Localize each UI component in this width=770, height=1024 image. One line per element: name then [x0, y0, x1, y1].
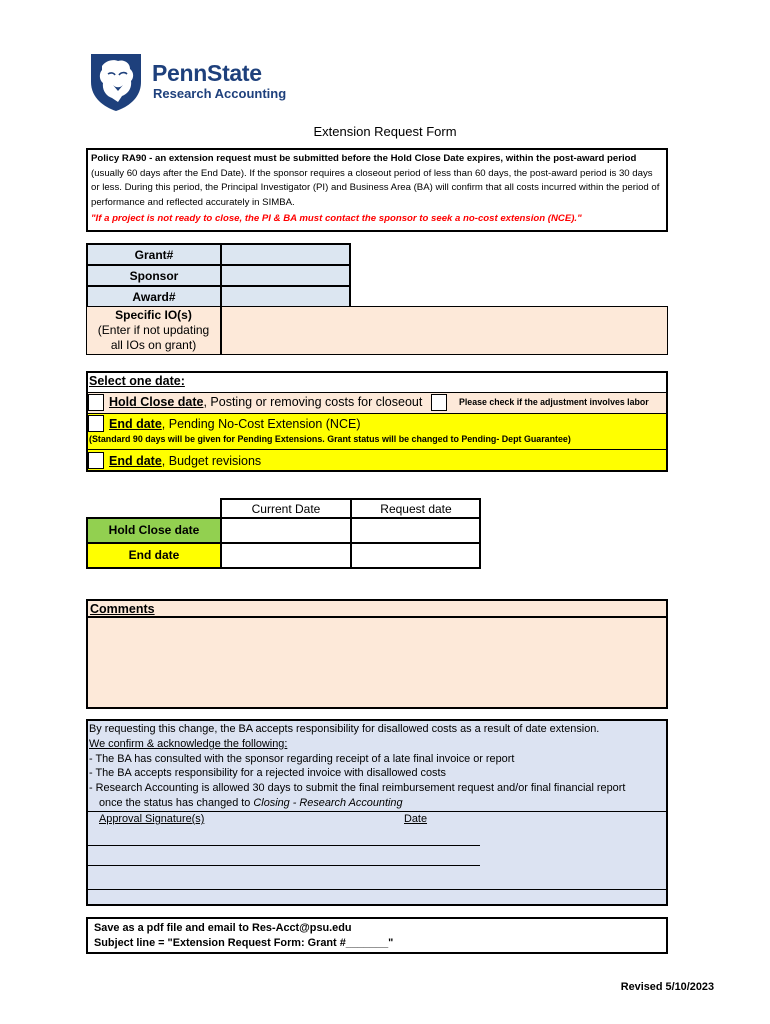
- policy-text: [91, 152, 663, 210]
- ack-line-1: By requesting this change, the BA accepts responsibility for disallowed costs as a result of date extension.: [89, 723, 600, 735]
- ack-item-2: - The BA accepts responsibility for a rejected invoice with disallowed costs: [89, 767, 446, 780]
- email-instructions-box: [86, 917, 668, 954]
- specific-ios-title: Specific IO(s): [115, 308, 192, 322]
- form-title: Extension Request Form: [313, 124, 457, 139]
- subject-line-instruction: Subject line = "Extension Request Form: Grant #_______": [94, 937, 394, 949]
- end-date-label: End date: [86, 542, 222, 569]
- labor-checkbox-label: Please check if the adjustment involves labor: [459, 397, 649, 407]
- nce-checkbox[interactable]: [88, 415, 104, 432]
- hold-close-option-desc: , Posting or removing costs for closeout: [203, 395, 423, 409]
- ack-item-3: - Research Accounting is allowed 30 days to submit the final reimbursement request and/or final financial report: [89, 782, 626, 795]
- ack-item-3-status: Closing - Research Accounting: [253, 796, 403, 809]
- signature-line-1[interactable]: [88, 845, 480, 846]
- current-date-header: Current Date: [251, 502, 321, 516]
- hold-close-option-title: Hold Close date: [109, 395, 204, 409]
- email-instruction: Save as a pdf file and email to Res-Acct@psu.edu: [94, 922, 352, 934]
- select-date-heading: Select one date:: [89, 374, 185, 388]
- nittany-lion-shield-icon: [88, 52, 144, 112]
- ack-item-1: - The BA has consulted with the sponsor regarding receipt of a late final invoice or report: [89, 752, 515, 765]
- specific-ios-label: [86, 306, 221, 355]
- specific-ios-note-1: (Enter if not updating: [97, 323, 210, 337]
- request-date-header: Request date: [380, 502, 452, 516]
- nce-option-title: End date: [109, 417, 162, 431]
- ack-item-3-continued: [89, 796, 664, 811]
- specific-ios-input[interactable]: [221, 306, 668, 355]
- acknowledgement-text: [89, 722, 664, 811]
- end-current-date-input[interactable]: [220, 542, 352, 569]
- comments-textarea[interactable]: [86, 616, 668, 709]
- budget-checkbox[interactable]: [88, 452, 104, 469]
- hold-close-request-date-input[interactable]: [350, 517, 481, 544]
- grant-input[interactable]: [221, 244, 350, 265]
- ack-item-3-prefix: once the status has changed to: [99, 796, 254, 809]
- budget-option-label: [109, 454, 261, 468]
- hold-close-option-label: [109, 395, 422, 409]
- nce-option-desc: , Pending No-Cost Extension (NCE): [161, 417, 361, 431]
- award-input[interactable]: [221, 286, 350, 307]
- specific-ios-note-2: all IOs on grant): [110, 338, 197, 352]
- divider: [88, 449, 666, 450]
- policy-box: [86, 148, 668, 232]
- end-request-date-input[interactable]: [350, 542, 481, 569]
- policy-body-text: (usually 60 days after the End Date). If the sponsor requires a closeout period of less than 60 days, the post-award period is 30 days or less. During this period, the Principal Investigator (PI) and Business Area (BA) will confirm that all costs incurred within the period of performance and reflected accurately in SIMBA.: [91, 167, 660, 208]
- hold-close-checkbox[interactable]: [88, 394, 104, 411]
- nce-option-label: [109, 417, 361, 431]
- grant-label: Grant#: [87, 244, 221, 265]
- logo-subtitle: Research Accounting: [153, 86, 287, 101]
- nce-option-note: (Standard 90 days will be given for Pending Extensions. Grant status will be changed to Pending- Dept Guarantee): [89, 434, 571, 444]
- sponsor-input[interactable]: [221, 265, 350, 286]
- approval-signature-label: Approval Signature(s): [99, 813, 205, 825]
- comments-heading: Comments: [90, 602, 155, 616]
- policy-warning: "If a project is not ready to close, the PI & BA must contact the sponsor to seek a no-cost extension (NCE).": [91, 213, 582, 224]
- ack-divider: [88, 811, 666, 812]
- ack-line-2: We confirm & acknowledge the following:: [89, 737, 288, 750]
- budget-option-title: End date: [109, 454, 162, 468]
- award-label: Award#: [87, 286, 221, 307]
- revised-date: Revised 5/10/2023: [620, 981, 714, 993]
- pennstate-logo: [88, 52, 303, 112]
- signature-bottom-line: [88, 889, 666, 890]
- sponsor-label: Sponsor: [87, 265, 221, 286]
- labor-checkbox[interactable]: [431, 394, 447, 411]
- budget-option-desc: , Budget revisions: [161, 454, 262, 468]
- date-label: Date: [404, 813, 428, 825]
- signature-line-2[interactable]: [88, 865, 480, 866]
- logo-name: PennState: [152, 60, 262, 86]
- hold-close-current-date-input[interactable]: [220, 517, 352, 544]
- policy-bold-text: Policy RA90 - an extension request must be submitted before the Hold Close Date expires, within the post-award period: [91, 153, 637, 164]
- hold-close-date-label: Hold Close date: [86, 517, 222, 544]
